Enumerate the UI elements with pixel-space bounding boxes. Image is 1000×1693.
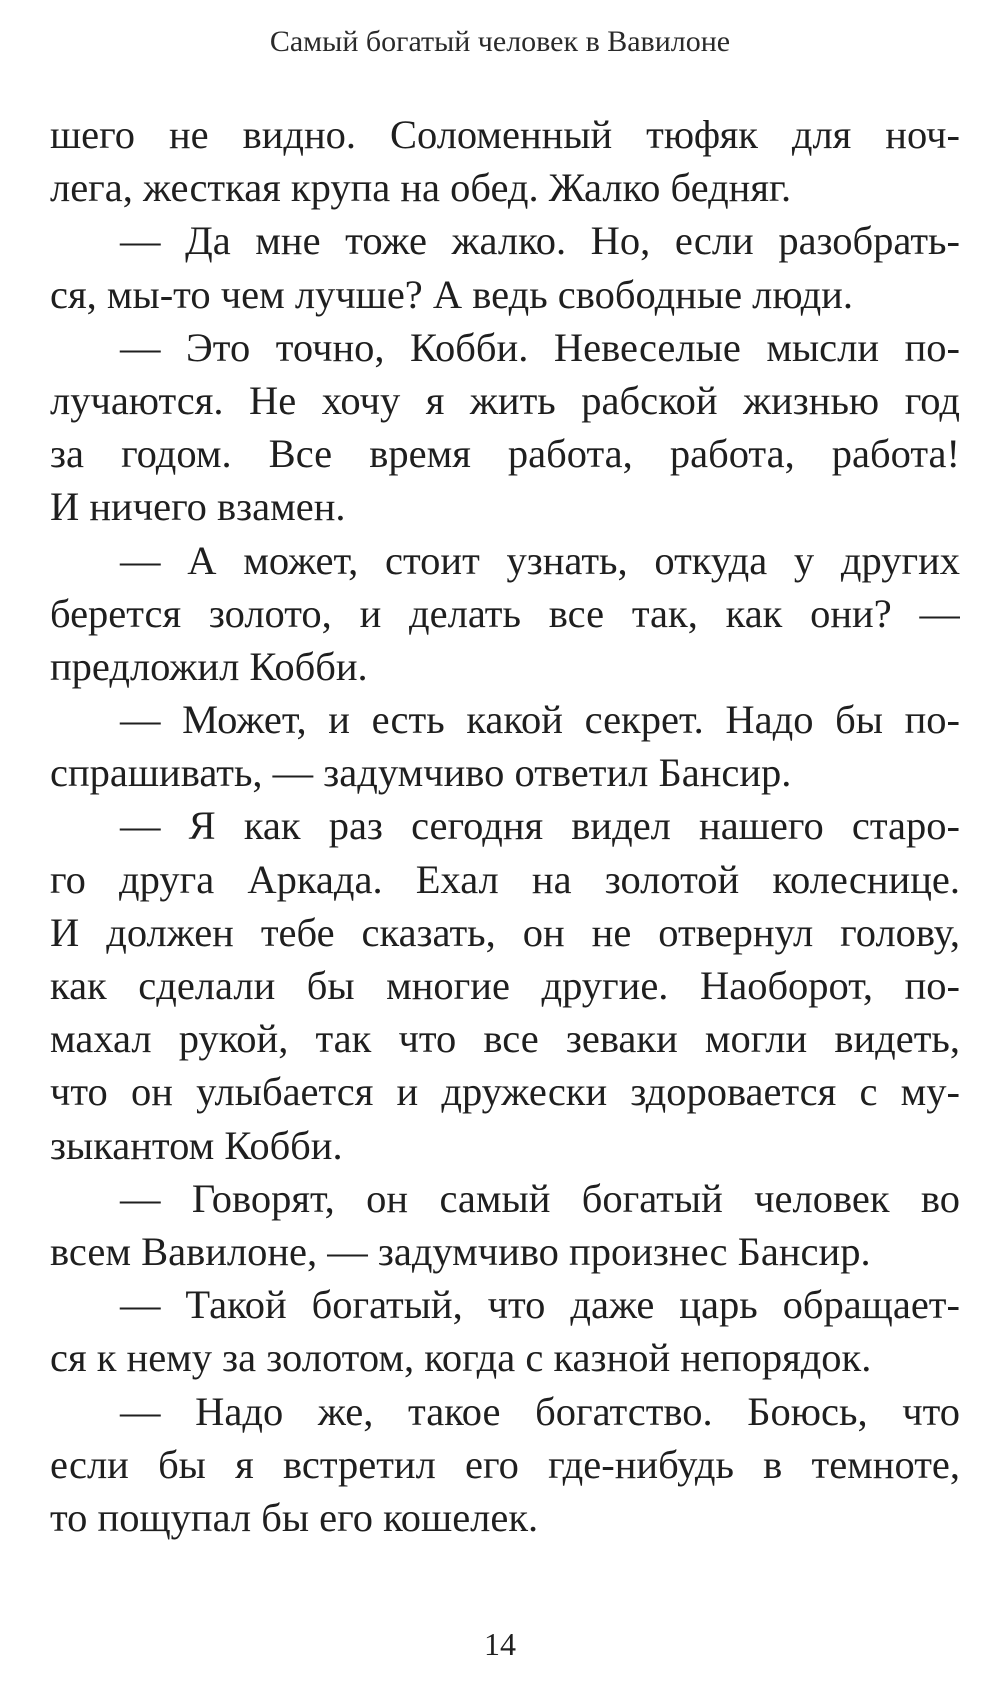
text-line: — Это точно, Кобби. Невеселые мысли по- bbox=[120, 324, 960, 370]
text-line: берется золото, и делать все так, как они? — bbox=[50, 590, 960, 636]
page-body bbox=[50, 108, 960, 1544]
text-line: — Такой богатый, что даже царь обращает- bbox=[120, 1282, 960, 1328]
text-line: — А может, стоит узнать, откуда у других bbox=[120, 537, 960, 583]
text-line: как сделали бы многие другие. Наоборот, по- bbox=[50, 963, 960, 1008]
text-line: — Может, и есть какой секрет. Надо бы по- bbox=[120, 697, 960, 743]
text-line: лега, жесткая крупа на обед. Жалко бедняг. bbox=[50, 165, 792, 211]
text-line: предложил Кобби. bbox=[50, 643, 368, 689]
text-line: зыкантом Кобби. bbox=[50, 1122, 343, 1168]
text-line: то пощупал бы его кошелек. bbox=[50, 1494, 539, 1540]
text-line: всем Вавилоне, — задумчиво произнес Бансир. bbox=[50, 1228, 871, 1274]
text-line: ся к нему за золотом, когда с казной непорядок. bbox=[50, 1335, 872, 1381]
text-line: если бы я встретил его где-нибудь в темноте, bbox=[50, 1441, 960, 1487]
page-number: 14 bbox=[484, 1626, 516, 1662]
text-line: — Говорят, он самый богатый человек во bbox=[120, 1175, 960, 1221]
text-line: И должен тебе сказать, он не отвернул голову, bbox=[50, 909, 960, 955]
text-line: И ничего взамен. bbox=[50, 484, 346, 530]
running-header: Самый богатый человек в Вавилоне bbox=[269, 25, 731, 58]
text-line: шего не видно. Соломенный тюфяк для ноч- bbox=[50, 112, 960, 157]
text-line: за годом. Все время работа, работа, работа! bbox=[50, 431, 960, 477]
text-line: — Надо же, такое богатство. Боюсь, что bbox=[120, 1388, 960, 1434]
text-line: ся, мы-то чем лучше? А ведь свободные люди. bbox=[50, 271, 853, 317]
text-line: махал рукой, так что все зеваки могли видеть, bbox=[50, 1016, 960, 1062]
text-line: что он улыбается и дружески здоровается с му- bbox=[50, 1069, 960, 1115]
text-line: — Да мне тоже жалко. Но, если разобрать- bbox=[120, 218, 960, 264]
text-line: спрашивать, — задумчиво ответил Бансир. bbox=[50, 750, 792, 796]
text-line: — Я как раз сегодня видел нашего старо- bbox=[120, 803, 960, 849]
text-line: лучаются. Не хочу я жить рабской жизнью год bbox=[50, 377, 960, 423]
text-line: го друга Аркада. Ехал на золотой колеснице. bbox=[50, 856, 960, 902]
